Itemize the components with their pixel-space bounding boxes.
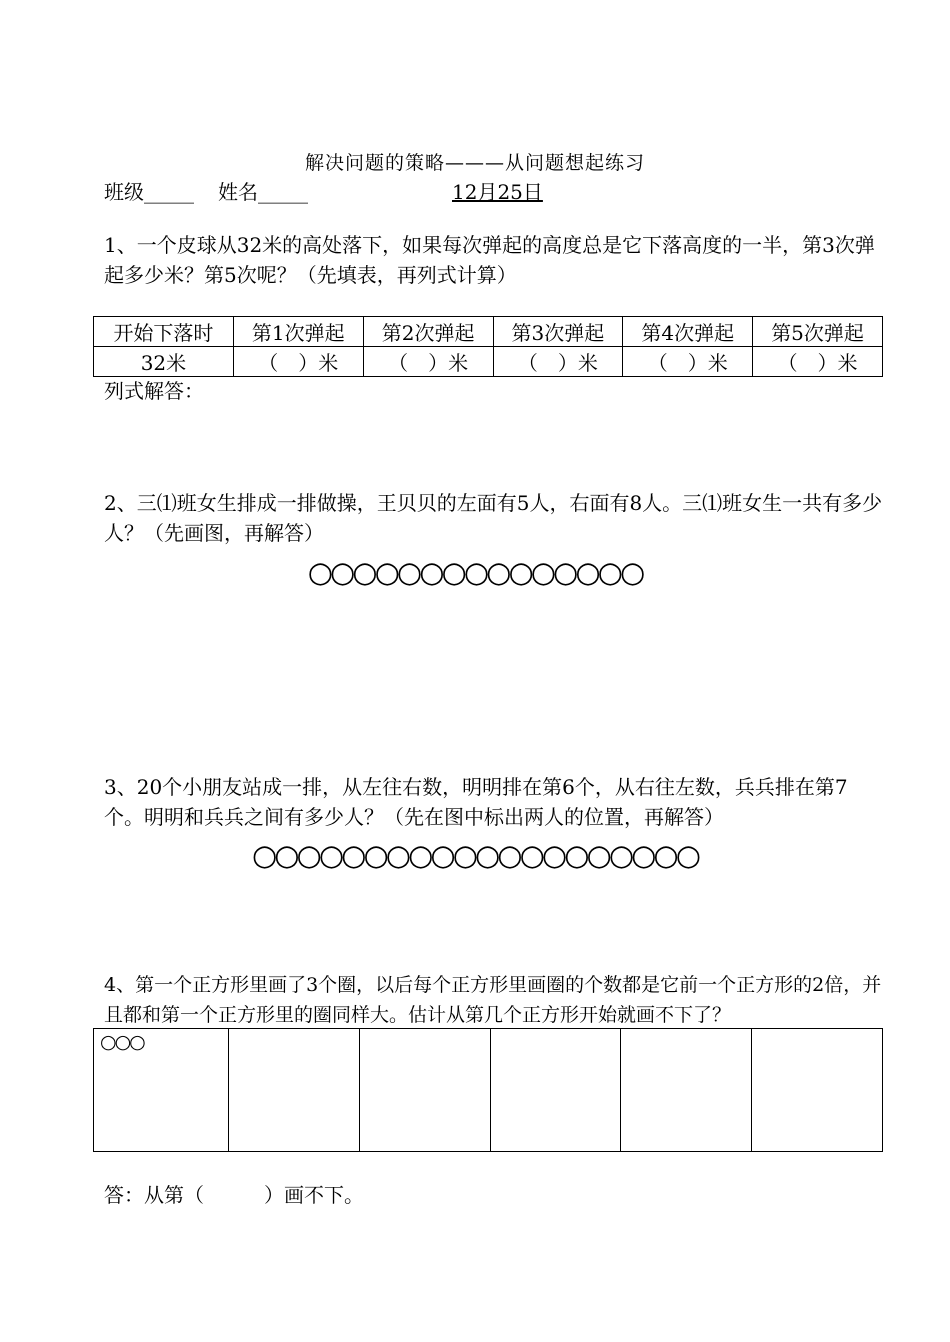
page-title: 解决问题的策略———从问题想起练习 — [304, 152, 645, 174]
table-header-cell: 第1次弹起 — [233, 317, 363, 347]
table-value-cell[interactable]: （ ）米 — [623, 347, 753, 377]
table-value-cell: 32米 — [94, 347, 234, 377]
box-row — [94, 1029, 883, 1152]
work-label: 列式解答： — [104, 379, 204, 403]
table-value-cell[interactable]: （ ）米 — [753, 347, 883, 377]
bounce-table — [93, 316, 883, 377]
question-3-text: 3、20个小朋友站成一排，从左往右数，明明排在第6个，从右往左数，兵兵排在第7个。明明和兵兵之间有多少人？（先在图中标出两人的位置，再解答） — [104, 775, 848, 829]
square-box[interactable] — [94, 1029, 229, 1152]
table-value-row — [94, 347, 883, 377]
first-box-circles: ○○○ — [100, 1031, 144, 1053]
circle-row-q2: ○○○○○○○○○○○○○○○ — [307, 555, 643, 589]
table-value-cell[interactable]: （ ）米 — [233, 347, 363, 377]
square-boxes — [93, 1028, 883, 1152]
square-box[interactable] — [752, 1029, 883, 1152]
square-box[interactable] — [229, 1029, 360, 1152]
table-header-row — [94, 317, 883, 347]
square-box[interactable] — [621, 1029, 752, 1152]
table-value-cell[interactable]: （ ）米 — [363, 347, 493, 377]
table-header-cell: 开始下落时 — [94, 317, 234, 347]
square-box[interactable] — [359, 1029, 490, 1152]
table-header-cell: 第5次弹起 — [753, 317, 883, 347]
question-1-text: 1、一个皮球从32米的高处落下，如果每次弹起的高度总是它下落高度的一半，第3次弹起多少米？第5次呢？（先填表，再列式计算） — [104, 233, 875, 287]
answer-line: 答：从第（ ）画不下。 — [104, 1183, 364, 1207]
table-header-cell: 第2次弹起 — [363, 317, 493, 347]
question-4-text: 4、第一个正方形里画了3个圈，以后每个正方形里画圈的个数都是它前一个正方形的2倍，并且都和第一个正方形里的圈同样大。估计从第几个正方形开始就画不下了？ — [104, 974, 882, 1026]
name-field[interactable]: 姓名_____ — [218, 180, 308, 204]
circle-row-q3: ○○○○○○○○○○○○○○○○○○○○ — [251, 838, 699, 872]
table-header-cell: 第3次弹起 — [493, 317, 623, 347]
table-header-cell: 第4次弹起 — [623, 317, 753, 347]
question-2-text: 2、三⑴班女生排成一排做操，王贝贝的左面有5人，右面有8人。三⑴班女生一共有多少人？（先画图，再解答） — [104, 491, 883, 545]
table-value-cell[interactable]: （ ）米 — [493, 347, 623, 377]
class-field[interactable]: 班级_____ — [104, 180, 194, 204]
date-label: 12月25日 — [452, 180, 543, 204]
square-box[interactable] — [490, 1029, 621, 1152]
